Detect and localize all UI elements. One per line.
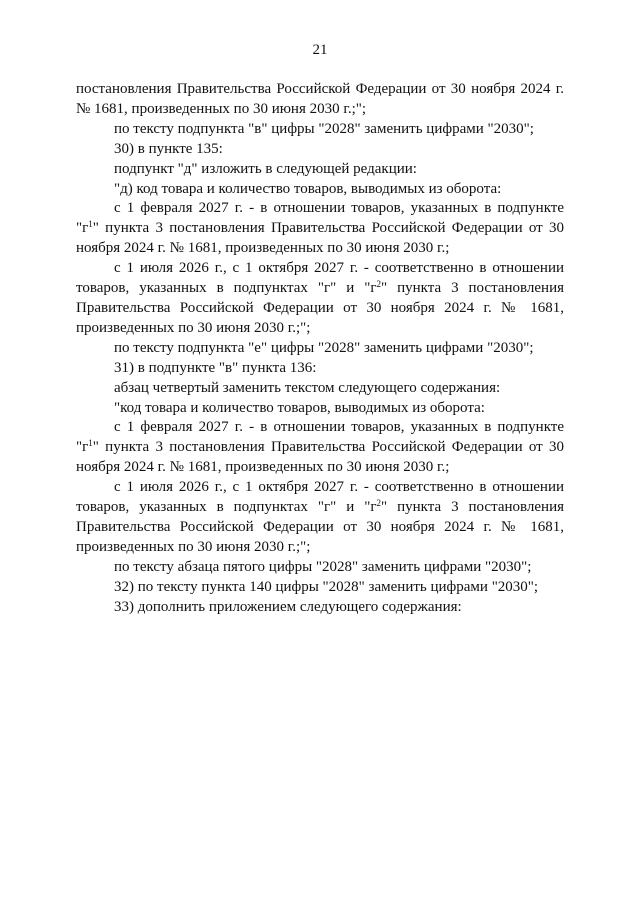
- paragraph-text-end: " пункта 3 постановления Правительства Российской Федерации от 30 ноября 2024 г. № 1681, произведенных по 30 июня 2030 г.;: [76, 439, 564, 476]
- paragraph-text-start: с 1 июля 2026 г., с 1 октября 2027 г. - соответственно в отношении товаров, указанных в подпунктах "г" и "г: [76, 479, 564, 516]
- paragraph-text-end: " пункта 3 постановления Правительства Российской Федерации от 30 ноября 2024 г. № 1681, произведенных по 30 июня 2030 г.;";: [76, 499, 564, 555]
- paragraph-item-32: 32) по тексту пункта 140 цифры "2028" заменить цифрами "2030";: [114, 578, 539, 595]
- paragraph-subpoint-e-amendment: по тексту подпункта "е" цифры "2028" заменить цифрами "2030";: [114, 339, 534, 356]
- paragraph-fourth-abzac: абзац четвертый заменить текстом следующего содержания:: [114, 379, 501, 396]
- superscript-number: 1: [88, 219, 93, 230]
- paragraph-text-start: с 1 февраля 2027 г. - в отношении товаров, указанных в подпункте "г: [76, 419, 564, 456]
- paragraph-text-end: " пункта 3 постановления Правительства Российской Федерации от 30 ноября 2024 г. № 1681, произведенных по 30 июня 2030 г.;: [76, 220, 564, 257]
- page-number: 21: [312, 42, 328, 58]
- paragraph-jul-2026-second: [76, 478, 564, 558]
- paragraph-text-start: с 1 июля 2026 г., с 1 октября 2027 г. - соответственно в отношении товаров, указанных в подпунктах "г" и "г: [76, 260, 564, 297]
- paragraph-feb-2027: [76, 199, 564, 259]
- paragraph-item-30: 30) в пункте 135:: [114, 140, 223, 157]
- paragraph-text-start: с 1 февраля 2027 г. - в отношении товаров, указанных в подпункте "г: [76, 200, 564, 237]
- superscript-number: 1: [88, 438, 93, 449]
- paragraph-fifth-abzac-amendment: по тексту абзаца пятого цифры "2028" заменить цифрами "2030";: [114, 558, 532, 575]
- paragraph-feb-2027-second: [76, 418, 564, 478]
- superscript-number: 2: [376, 279, 381, 290]
- paragraph-item-33: 33) дополнить приложением следующего содержания:: [114, 598, 462, 615]
- paragraph-subpoint-v-amendment: по тексту подпункта "в" цифры "2028" заменить цифрами "2030";: [114, 120, 534, 137]
- paragraph-code-quote: "код товара и количество товаров, выводимых из оборота:: [114, 399, 485, 416]
- paragraph-item-31: 31) в подпункте "в" пункта 136:: [114, 359, 317, 376]
- paragraph-jul-2026: [76, 259, 564, 339]
- paragraph-subpoint-d-text: "д) код товара и количество товаров, выводимых из оборота:: [114, 180, 502, 197]
- paragraph-subpoint-d-intro: подпункт "д" изложить в следующей редакции:: [114, 160, 417, 177]
- superscript-number: 2: [376, 498, 381, 509]
- paragraph-continuation: постановления Правительства Российской Федерации от 30 ноября 2024 г. № 1681, произведенных по 30 июня 2030 г.;";: [76, 81, 564, 117]
- paragraph-text-end: " пункта 3 постановления Правительства Российской Федерации от 30 ноября 2024 г. № 1681, произведенных по 30 июня 2030 г.;";: [76, 280, 564, 336]
- document-body: [76, 80, 564, 617]
